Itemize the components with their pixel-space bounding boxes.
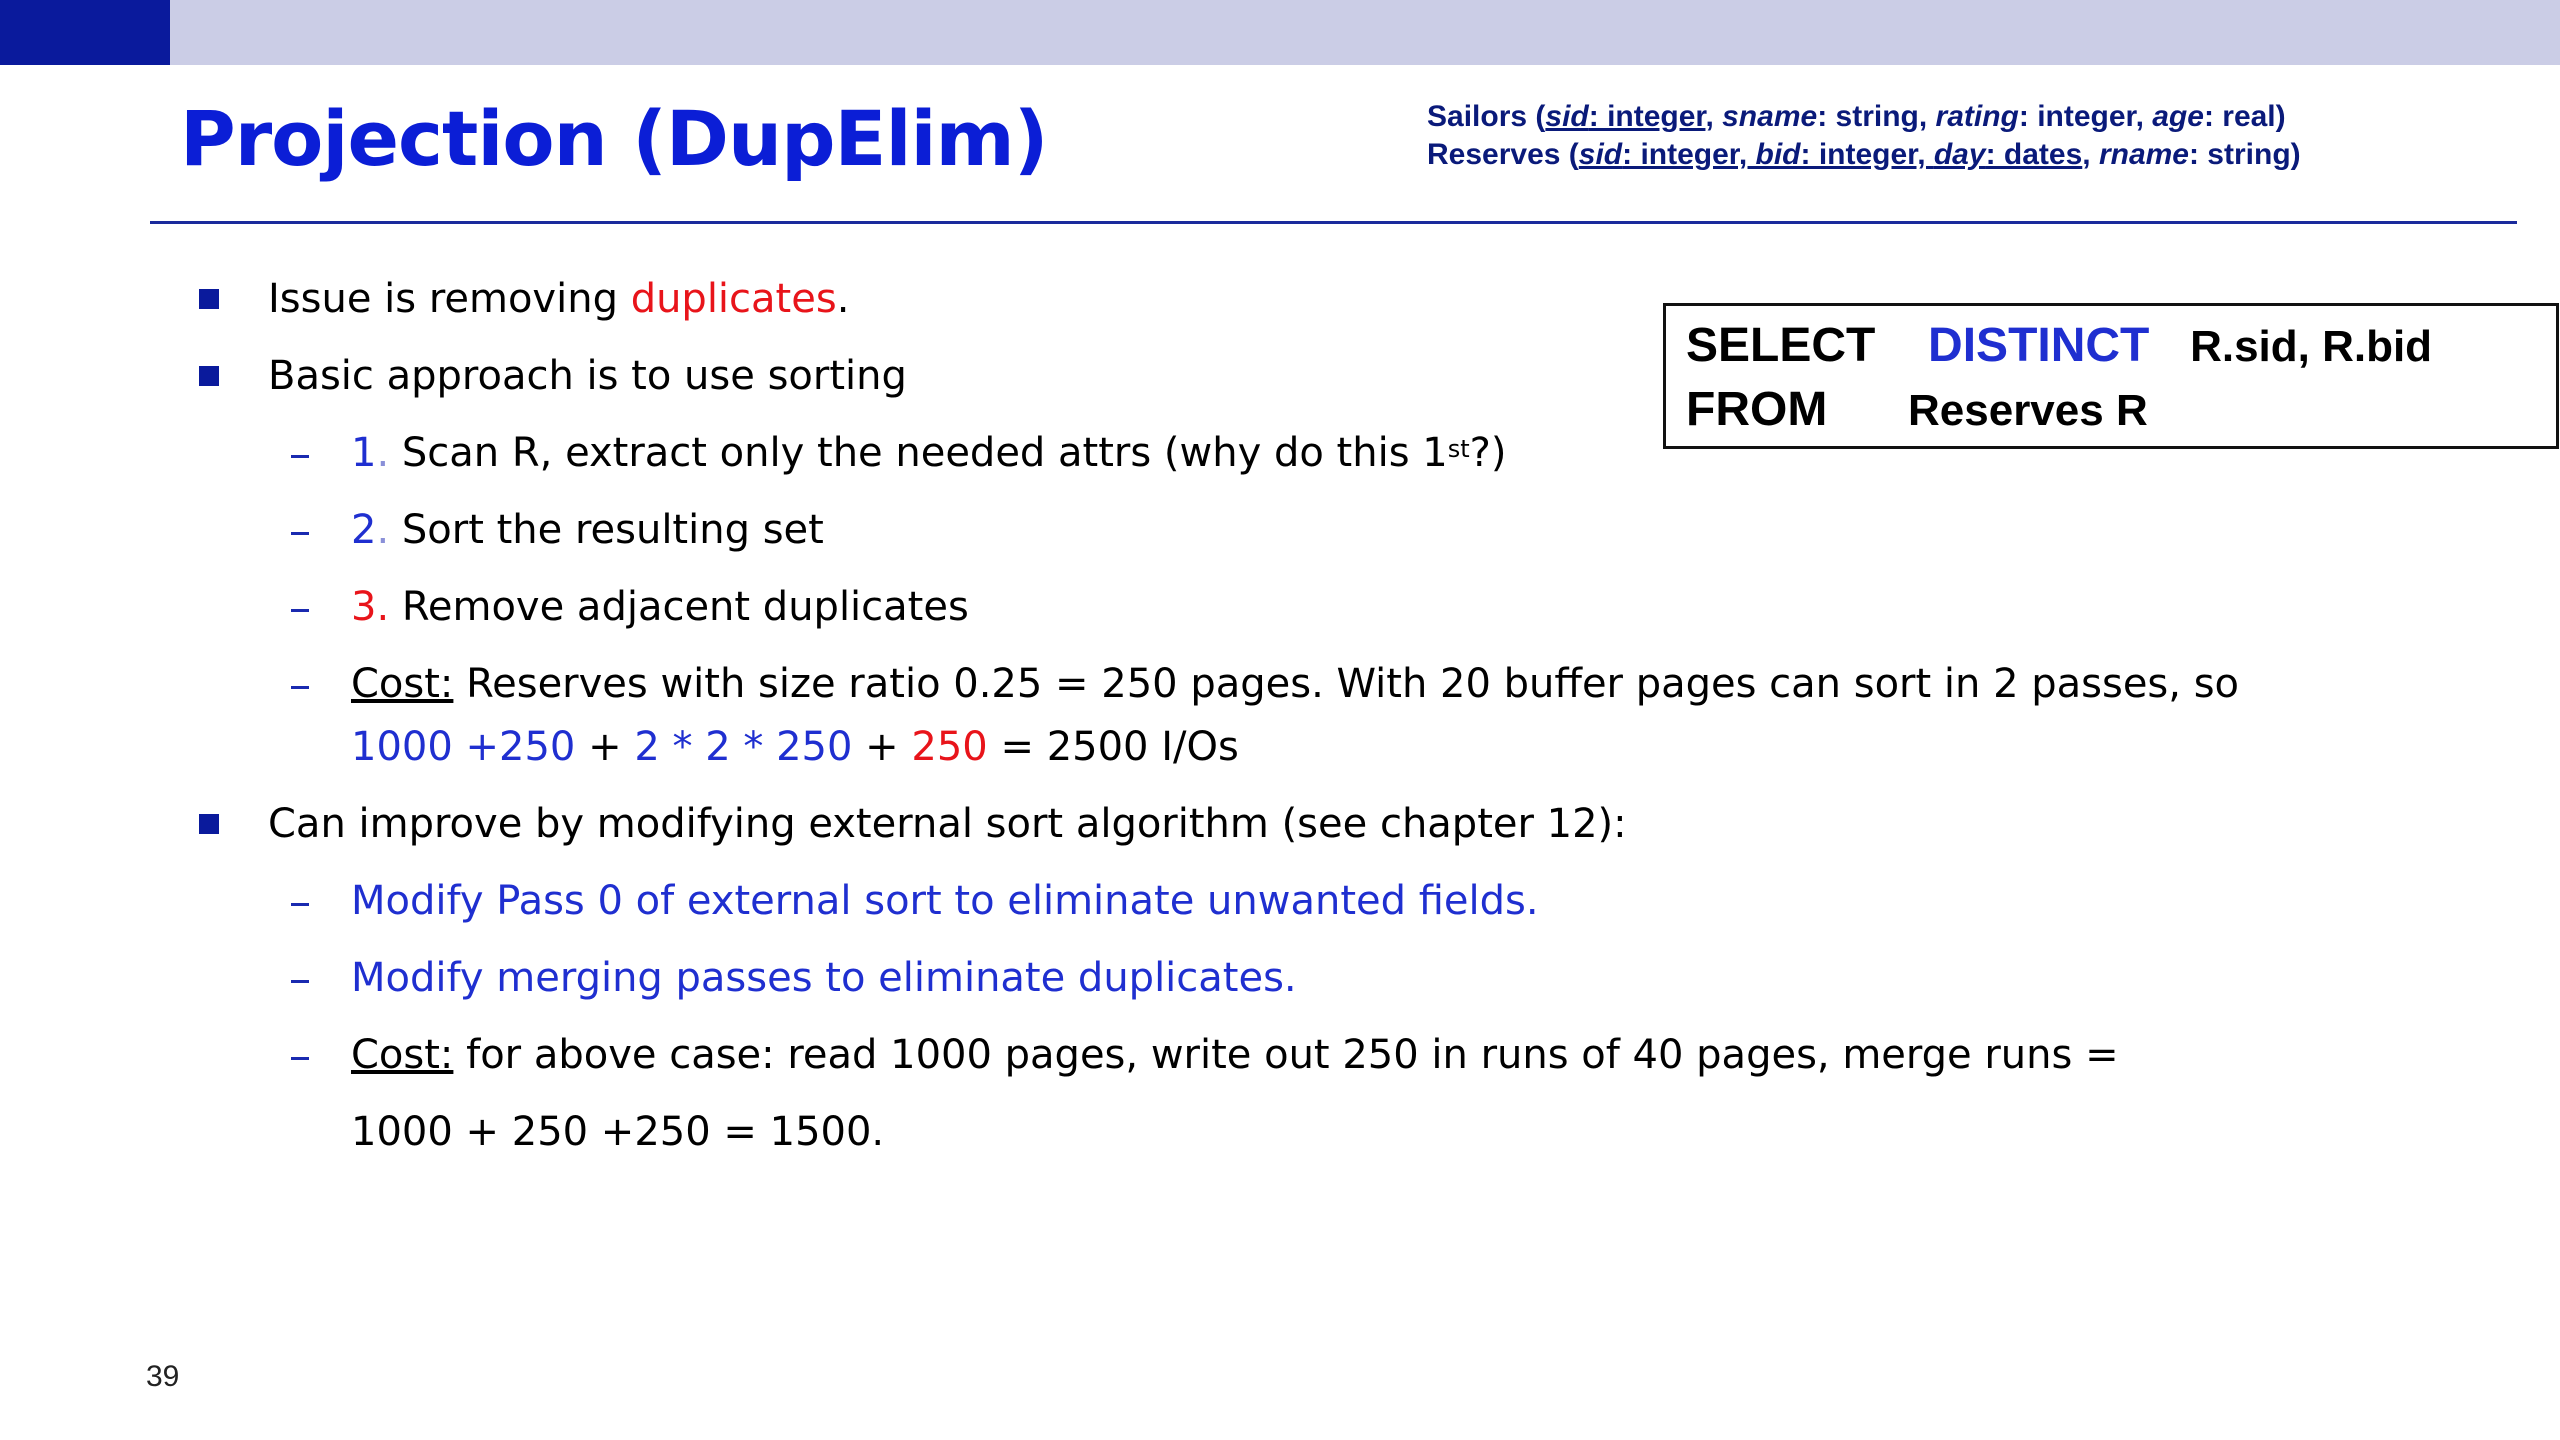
schema-reserves: Reserves (sid: integer, bid: integer, day: dates, rname: string) [1427, 138, 2301, 171]
formula-total: = 2500 I/Os [987, 724, 1239, 770]
formula-plus: + [575, 724, 635, 770]
dash-icon [291, 455, 309, 458]
dash-icon [291, 686, 309, 689]
schema-sailors-age: age [2152, 100, 2204, 133]
step-text-end: ?) [1469, 430, 1507, 476]
sql-from-keyword: FROM [1686, 383, 1828, 436]
dash-icon [291, 903, 309, 906]
schema-reserves-sid: sid [1578, 138, 1623, 171]
top-banner [0, 0, 2560, 65]
schema-sailors-sname-type: : string, [1817, 100, 1936, 133]
schema-sailors-sid-type: : integer [1588, 100, 1706, 133]
bullet-text-end: . [836, 276, 850, 322]
schema-reserves-sid-type: : integer, [1622, 138, 1756, 171]
schema-sailors-rating: rating [1935, 100, 2019, 133]
schema-sailors-name: Sailors [1427, 100, 1528, 133]
schema-sailors: Sailors (sid: integer, sname: string, rating: integer, age: real) [1427, 100, 2286, 133]
bullet-basic-approach: Basic approach is to use sorting [268, 353, 907, 399]
step-number: 1 [351, 430, 377, 476]
sql-select-line [1686, 318, 2432, 373]
sql-from-line [1686, 382, 2148, 437]
bullet-improve: Can improve by modifying external sort algorithm (see chapter 12): [268, 801, 1627, 847]
cost-label: Cost: [351, 1032, 454, 1078]
schema-reserves-bid-type: : integer, [1800, 138, 1934, 171]
superscript-st: st [1447, 435, 1470, 463]
schema-reserves-day-type: : dates [1985, 138, 2083, 171]
dash-icon [291, 532, 309, 535]
bullet-square-icon [199, 289, 219, 309]
slide-title: Projection (DupElim) [180, 94, 1048, 183]
cost-improved-formula: 1000 + 250 +250 = 1500. [351, 1109, 885, 1155]
step-scan [351, 427, 1506, 479]
cost-sorting-formula [351, 721, 1239, 773]
sql-select-columns: R.sid, R.bid [2190, 322, 2433, 371]
cost-sorting [351, 658, 2239, 710]
schema-reserves-rname-type: : string) [2188, 138, 2301, 171]
sql-from-table: Reserves R [1908, 386, 2148, 435]
dash-icon [291, 1057, 309, 1060]
step-dot: . [376, 507, 390, 553]
bullet-text: Issue is removing [268, 276, 631, 322]
schema-reserves-rname: rname [2098, 138, 2189, 171]
schema-sailors-sname: sname [1722, 100, 1818, 133]
step-text: Remove adjacent duplicates [389, 584, 969, 630]
bullet-square-icon [199, 814, 219, 834]
highlight-duplicates: duplicates [630, 276, 837, 322]
formula-plus: + [852, 724, 912, 770]
sql-query-box [1663, 303, 2559, 449]
cost-label: Cost: [351, 661, 454, 707]
page-number: 39 [146, 1360, 180, 1393]
title-divider [150, 221, 2517, 224]
schema-sailors-rating-type: : integer, [2018, 100, 2153, 133]
schema-box [1427, 98, 2301, 174]
step-sort [351, 504, 824, 556]
schema-reserves-name: Reserves [1427, 138, 1561, 171]
step-text: Scan R, extract only the needed attrs (why do this 1 [389, 430, 1448, 476]
bullet-square-icon [199, 366, 219, 386]
sql-distinct-keyword: DISTINCT [1928, 319, 2150, 372]
step-text: Sort the resulting set [389, 507, 824, 553]
formula-read: 1000 +250 [351, 724, 576, 770]
schema-reserves-bid: bid [1755, 138, 1801, 171]
step-dot: . [376, 430, 390, 476]
schema-sailors-sid: sid [1545, 100, 1589, 133]
step-modify-merge: Modify merging passes to eliminate duplicates. [351, 955, 1297, 1001]
sql-select-keyword: SELECT [1686, 319, 1876, 372]
cost-improved [351, 1029, 2119, 1081]
cost-text: Reserves with size ratio 0.25 = 250 pages. With 20 buffer pages can sort in 2 passes, so [453, 661, 2240, 707]
step-remove [351, 581, 969, 633]
schema-reserves-day: day [1933, 138, 1986, 171]
step-number: 2 [351, 507, 377, 553]
formula-scan: 250 [911, 724, 988, 770]
cost-text: for above case: read 1000 pages, write out 250 in runs of 40 pages, merge runs = [453, 1032, 2119, 1078]
dash-icon [291, 609, 309, 612]
formula-sort: 2 * 2 * 250 [634, 724, 853, 770]
top-banner-accent [0, 0, 170, 65]
schema-sailors-age-type: : real) [2203, 100, 2286, 133]
bullet-removing-duplicates [268, 273, 849, 325]
dash-icon [291, 980, 309, 983]
step-modify-pass0: Modify Pass 0 of external sort to eliminate unwanted fields. [351, 878, 1539, 924]
step-number: 3. [351, 584, 390, 630]
